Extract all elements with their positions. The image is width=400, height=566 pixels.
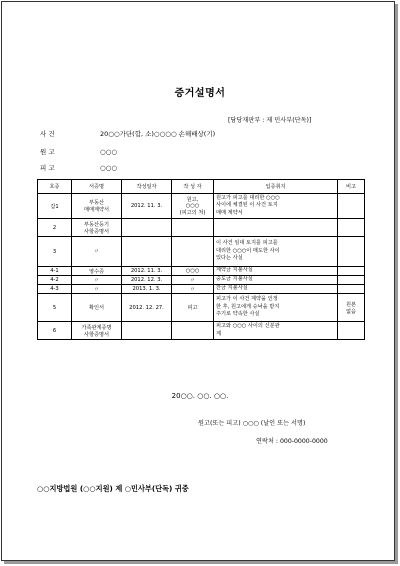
evidence-author: ○○○ bbox=[172, 267, 214, 276]
submitter-line: 원고(또는 피고) ○○○ (날인 또는 서명) bbox=[198, 420, 306, 427]
evidence-date bbox=[122, 219, 172, 237]
case-reference: [담당재판부 : 제 민사부(단독)] bbox=[228, 117, 312, 124]
evidence-number: 2 bbox=[38, 219, 72, 237]
evidence-date: 2012. 12. 27. bbox=[122, 294, 172, 322]
evidence-note: 원본 없음 bbox=[338, 294, 365, 322]
plaintiff-row bbox=[40, 147, 117, 156]
evidence-note bbox=[338, 267, 365, 276]
table-row bbox=[38, 219, 365, 237]
table-row bbox=[38, 285, 365, 294]
table-row bbox=[38, 294, 365, 322]
evidence-note bbox=[338, 237, 365, 267]
evidence-purpose: 계약금 지불사실 bbox=[214, 267, 338, 276]
table-row bbox=[38, 267, 365, 276]
evidence-author: 피고 bbox=[172, 294, 214, 322]
evidence-date: 2012. 11. 3. bbox=[122, 194, 172, 219]
evidence-date: 2013. 1. 3. bbox=[122, 285, 172, 294]
evidence-name: 부동산 매매계약서 bbox=[72, 194, 122, 219]
evidence-number: 갑1 bbox=[38, 194, 72, 219]
submission-date: 20○○. ○○. ○○. bbox=[171, 392, 229, 400]
evidence-author: 〃 bbox=[172, 276, 214, 285]
case-label: 사 건 bbox=[40, 130, 55, 138]
evidence-number: 3 bbox=[38, 237, 72, 267]
evidence-name: 가족관계증명 사항증명서 bbox=[72, 322, 122, 340]
evidence-author bbox=[172, 237, 214, 267]
case-value: 20○○가단(합, 소)○○○○ 손해배상(기) bbox=[100, 130, 216, 138]
evidence-name: 〃 bbox=[72, 276, 122, 285]
evidence-note bbox=[338, 276, 365, 285]
evidence-note bbox=[338, 219, 365, 237]
evidence-purpose bbox=[214, 219, 338, 237]
defendant-value: ○○○ bbox=[100, 164, 118, 172]
contact-line: 연락처 : 000-0000-0000 bbox=[256, 438, 328, 445]
evidence-purpose: 원고가 피고를 대리한 ○○○ 사이에 체결된 이 사건 토지 매매 계약서 bbox=[214, 194, 338, 219]
table-row bbox=[38, 194, 365, 219]
plaintiff-label: 원 고 bbox=[40, 148, 55, 156]
column-header: 호증 bbox=[38, 180, 72, 194]
evidence-date bbox=[122, 322, 172, 340]
court-addressee: ○○지방법원 (○○지원) 제 ○민사부(단독) 귀중 bbox=[37, 484, 189, 493]
page-shadow bbox=[4, 561, 398, 564]
table-row bbox=[38, 322, 365, 340]
evidence-date: 2012. 11. 3. bbox=[122, 267, 172, 276]
evidence-note bbox=[338, 322, 365, 340]
evidence-date: 2012. 12. 3. bbox=[122, 276, 172, 285]
defendant-row bbox=[40, 163, 117, 172]
evidence-author bbox=[172, 219, 214, 237]
evidence-author bbox=[172, 322, 214, 340]
evidence-author: 〃 bbox=[172, 285, 214, 294]
evidence-purpose: 이 사건 임대 토지를 피고를 대리한 ○○○이 매도한 사이 있다는 사실 bbox=[214, 237, 338, 267]
table-header-row bbox=[38, 180, 365, 194]
evidence-purpose: 피고와 ○○○ 사이의 신분관 계 bbox=[214, 322, 338, 340]
table-row bbox=[38, 276, 365, 285]
evidence-name: 영수증 bbox=[72, 267, 122, 276]
defendant-label: 피 고 bbox=[40, 164, 55, 172]
column-header: 비고 bbox=[338, 180, 365, 194]
evidence-table bbox=[37, 179, 365, 340]
column-header: 서증명 bbox=[72, 180, 122, 194]
column-header: 작 성 자 bbox=[172, 180, 214, 194]
evidence-author: 원고, ○○○ (피고의 처) bbox=[172, 194, 214, 219]
evidence-purpose: 피고가 이 사건 계약을 인정 한 후, 원고에게 승낙을 받지 주기로 약속한 사실 bbox=[214, 294, 338, 322]
plaintiff-value: ○○○ bbox=[100, 148, 118, 156]
document-title: 증거설명서 bbox=[174, 88, 226, 99]
evidence-name: 〃 bbox=[72, 285, 122, 294]
case-row bbox=[40, 129, 215, 138]
evidence-note bbox=[338, 285, 365, 294]
evidence-date bbox=[122, 237, 172, 267]
evidence-number: 4-2 bbox=[38, 276, 72, 285]
evidence-name: 〃 bbox=[72, 237, 122, 267]
evidence-number: 5 bbox=[38, 294, 72, 322]
evidence-name: 부동산등기 사항증명서 bbox=[72, 219, 122, 237]
evidence-number: 4-3 bbox=[38, 285, 72, 294]
evidence-note bbox=[338, 194, 365, 219]
evidence-purpose: 잔금 지불사실 bbox=[214, 285, 338, 294]
column-header: 입증취지 bbox=[214, 180, 338, 194]
evidence-number: 4-1 bbox=[38, 267, 72, 276]
evidence-name: 확인서 bbox=[72, 294, 122, 322]
evidence-purpose: 중도금 지불사실 bbox=[214, 276, 338, 285]
table-row bbox=[38, 237, 365, 267]
evidence-number: 6 bbox=[38, 322, 72, 340]
column-header: 작성일자 bbox=[122, 180, 172, 194]
